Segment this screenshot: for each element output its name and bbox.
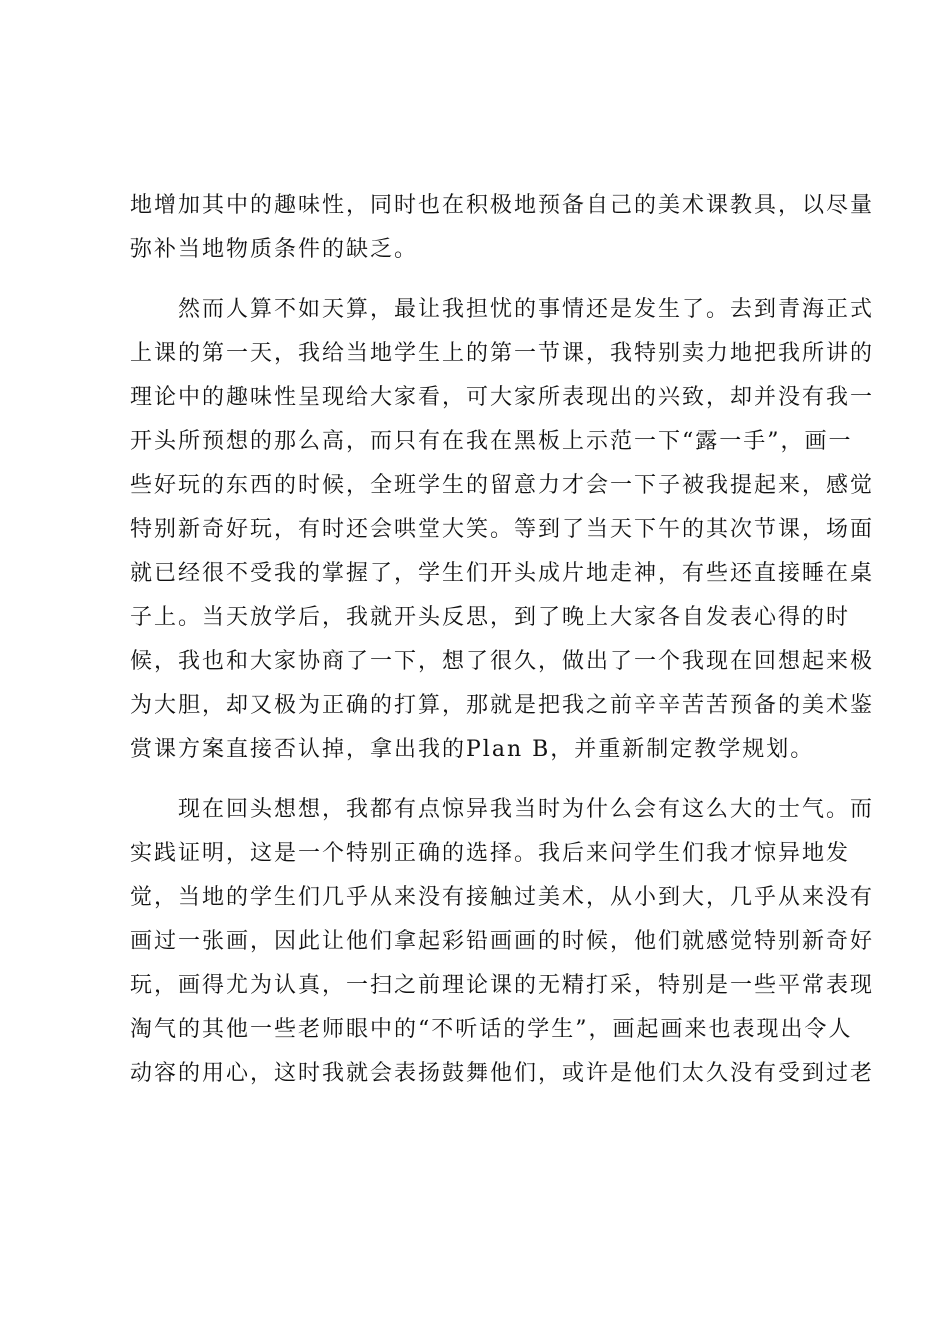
- text-line: 然而人算不如天算，最让我担忧的事情还是发生了。去到青海正式: [130, 297, 875, 322]
- text-line: 玩，画得尤为认真，一扫之前理论课的无精打采，特别是一些平常表现: [130, 973, 875, 998]
- text-line: 理论中的趣味性呈现给大家看，可大家所表现出的兴致，却并没有我一: [130, 385, 875, 410]
- body-text: [130, 184, 875, 1096]
- text-line: 地增加其中的趣味性，同时也在积极地预备自己的美术课教具，以尽量: [130, 193, 875, 218]
- text-line: 上课的第一天，我给当地学生上的第一节课，我特别卖力地把我所讲的: [130, 341, 875, 366]
- paragraph-1: [130, 184, 875, 272]
- text-line: 实践证明，这是一个特别正确的选择。我后来问学生们我才惊异地发: [130, 841, 851, 866]
- text-line: 赏课方案直接否认掉，拿出我的Plan B，并重新制定教学规划。: [130, 737, 815, 762]
- text-line: 些好玩的东西的时候，全班学生的留意力才会一下子被我提起来，感觉: [130, 473, 875, 498]
- text-line: 为大胆，却又极为正确的打算，那就是把我之前辛辛苦苦预备的美术鉴: [130, 693, 875, 718]
- text-line: 候，我也和大家协商了一下，想了很久，做出了一个我现在回想起来极: [130, 649, 875, 674]
- text-line: 觉，当地的学生们几乎从来没有接触过美术，从小到大，几乎从来没有: [130, 885, 875, 910]
- text-line: 开头所预想的那么高，而只有在我在黑板上示范一下“露一手”，画一: [130, 429, 853, 454]
- paragraph-2: [130, 288, 875, 772]
- text-line: 淘气的其他一些老师眼中的“不听话的学生”，画起画来也表现出令人: [130, 1017, 853, 1042]
- text-line: 特别新奇好玩，有时还会哄堂大笑。等到了当天下午的其次节课，场面: [130, 517, 875, 542]
- text-line: 画过一张画，因此让他们拿起彩铅画画的时候，他们就感觉特别新奇好: [130, 929, 875, 954]
- text-line: 动容的用心，这时我就会表扬鼓舞他们，或许是他们太久没有受到过老: [130, 1061, 875, 1086]
- text-line: 现在回头想想，我都有点惊异我当时为什么会有这么大的士气。而: [130, 797, 875, 822]
- text-line: 就已经很不受我的掌握了，学生们开头成片地走神，有些还直接睡在桌: [130, 561, 875, 586]
- text-line: 子上。当天放学后，我就开头反思，到了晚上大家各自发表心得的时: [130, 605, 851, 630]
- text-line: 弥补当地物质条件的缺乏。: [130, 237, 419, 262]
- paragraph-3: [130, 788, 875, 1096]
